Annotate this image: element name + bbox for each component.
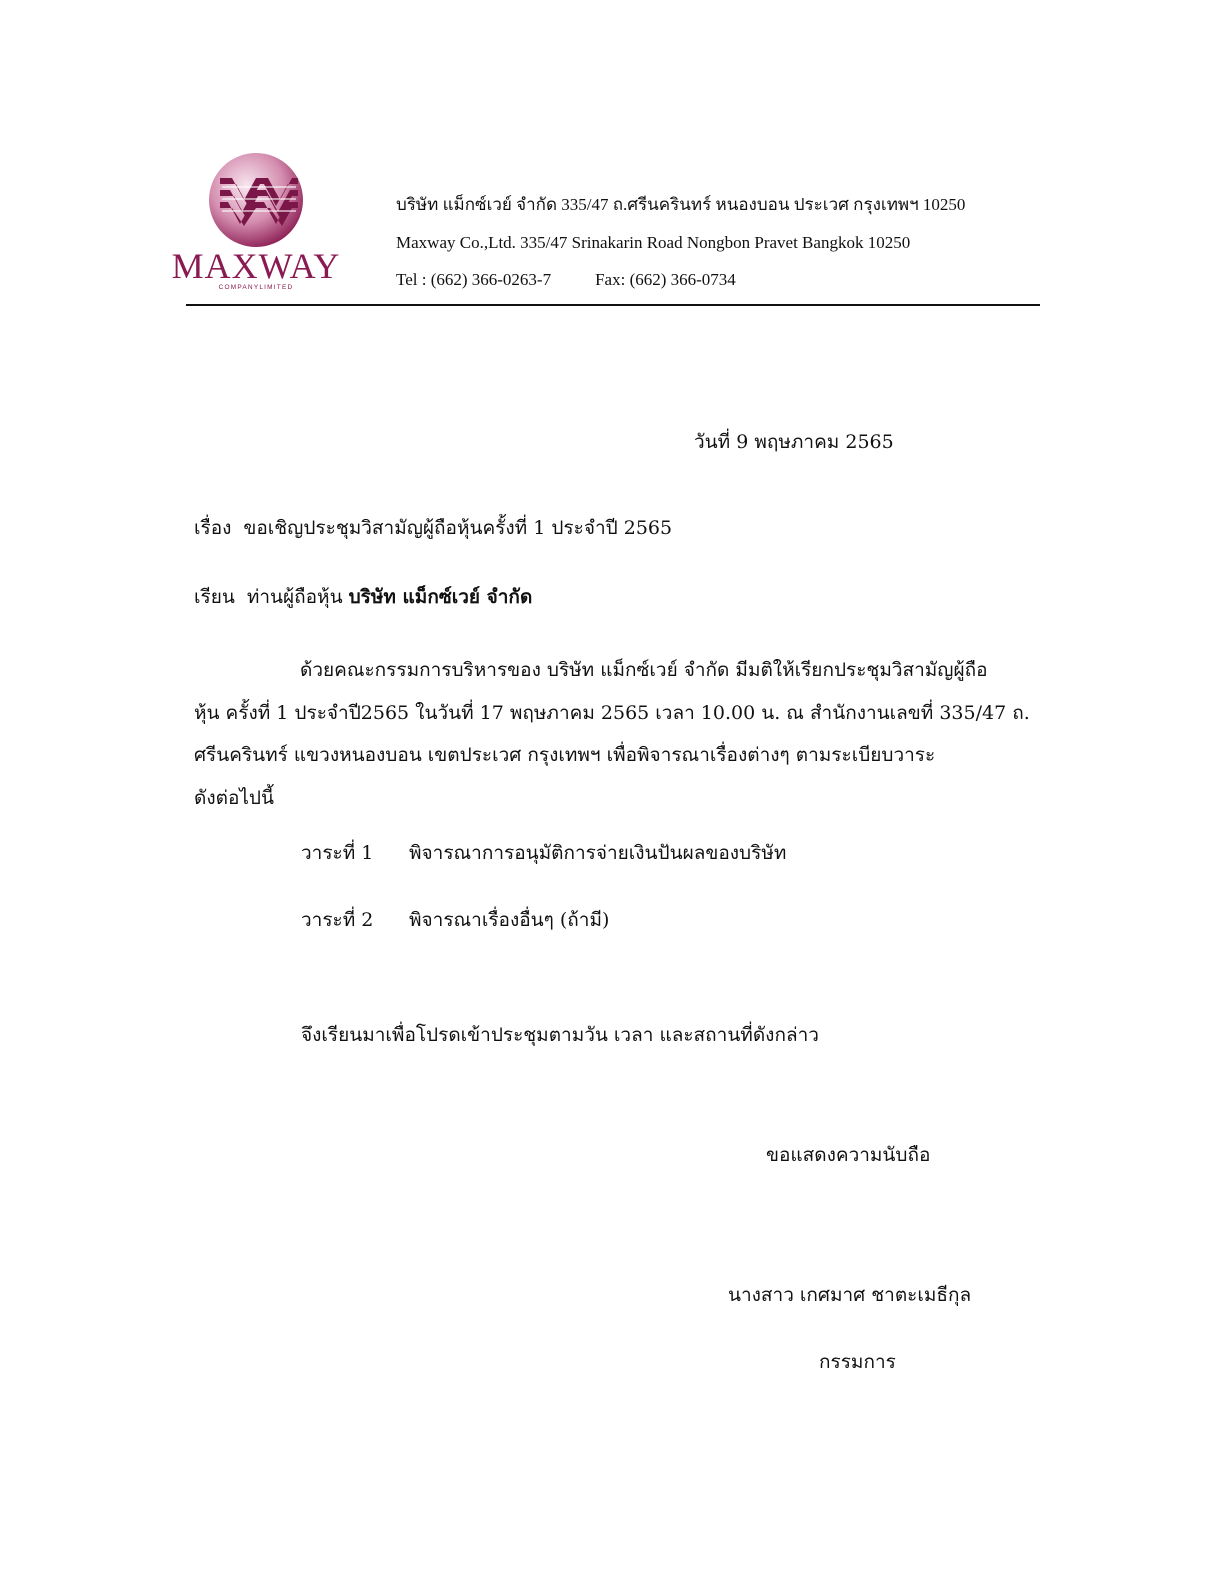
agenda-item-1-number: วาระที่ 1 — [301, 842, 374, 864]
salutation-label: เรียน — [194, 586, 235, 608]
body-line: ดังต่อไปนี้ — [194, 786, 274, 809]
agenda-item-2-number: วาระที่ 2 — [301, 909, 374, 931]
company-address-thai: บริษัท แม็กซ์เวย์ จำกัด 335/47 ถ.ศรีนครินทร์ หนองบอน ประเวศ กรุงเทพฯ 10250 — [396, 195, 966, 214]
letter-body-paragraph — [194, 649, 1028, 819]
company-fax: Fax: (662) 366-0734 — [595, 270, 736, 289]
maxway-logo-icon — [162, 150, 362, 295]
logo-wordmark: MAXWAY — [171, 246, 341, 286]
letter-regards: ขอแสดงความนับถือ — [766, 1144, 931, 1166]
letter-subject — [194, 513, 672, 543]
salutation-recipient: ท่านผู้ถือหุ้น — [246, 586, 343, 608]
company-address-english: Maxway Co.,Ltd. 335/47 Srinakarin Road Nongbon Pravet Bangkok 10250 — [396, 232, 911, 252]
signer-title: กรรมการ — [819, 1351, 896, 1373]
company-phone-fax — [396, 261, 965, 299]
body-line: ด้วยคณะกรรมการบริหารของ บริษัท แม็กซ์เวย์ จำกัด มีมติให้เรียกประชุมวิสามัญผู้ถือ — [300, 659, 988, 681]
body-line: หุ้น ครั้งที่ 1 ประจำปี2565 ในวันที่ 17 พฤษภาคม 2565 เวลา 10.00 น. ณ สำนักงานเลขที่ 335/47 ถ. — [194, 701, 1030, 724]
company-contact-block — [396, 186, 965, 299]
body-line: ศรีนครินทร์ แขวงหนองบอน เขตประเวศ กรุงเทพฯ เพื่อพิจารณาเรื่องต่างๆ ตามระเบียบวาระ — [194, 744, 936, 766]
company-logo — [162, 150, 362, 295]
company-phone: Tel : (662) 366-0263-7 — [396, 270, 552, 289]
signer-name: นางสาว เกศมาศ ชาตะเมธีกุล — [728, 1284, 972, 1306]
letter-date: วันที่ 9 พฤษภาคม 2565 — [694, 431, 894, 453]
salutation-company: บริษัท แม็กซ์เวย์ จำกัด — [348, 586, 533, 608]
letter-salutation — [194, 582, 532, 612]
letter-closing: จึงเรียนมาเพื่อโปรดเข้าประชุมตามวัน เวลา และสถานที่ดังกล่าว — [301, 1024, 819, 1046]
agenda-item-2-text: พิจารณาเรื่องอื่นๆ (ถ้ามี) — [409, 909, 610, 931]
logo-subtitle: COMPANYLIMITED — [218, 284, 294, 291]
agenda-item-1-text: พิจารณาการอนุมัติการจ่ายเงินปันผลของบริษัท — [409, 842, 787, 864]
letterhead-divider — [186, 304, 1040, 306]
subject-label: เรื่อง — [194, 517, 232, 539]
subject-text: ขอเชิญประชุมวิสามัญผู้ถือหุ้นครั้งที่ 1 ประจำปี 2565 — [243, 517, 673, 539]
